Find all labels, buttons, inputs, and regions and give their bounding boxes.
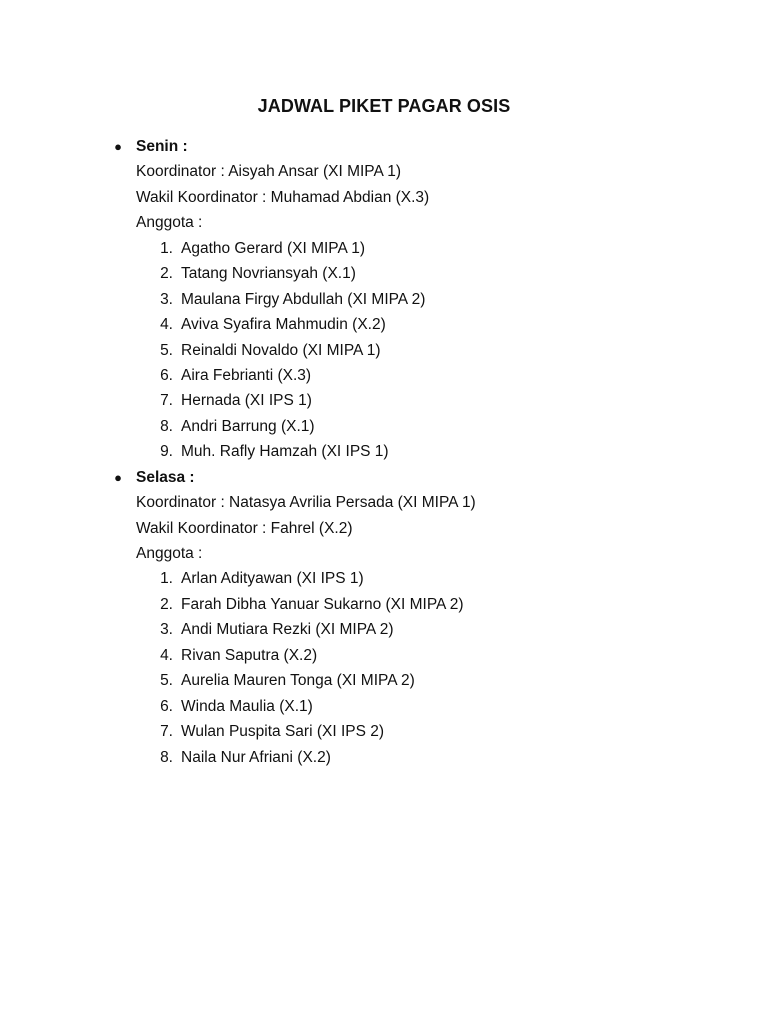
member-name: Andri Barrung (X.1) [181,417,315,435]
member-number: 4. [160,646,173,664]
day-label: Senin : [136,138,188,155]
member-list-item [0,312,768,337]
member-name: Agatho Gerard (XI MIPA 1) [181,239,366,257]
member-list-item [0,261,768,286]
member-number: 8. [160,748,173,766]
day-label: Selasa : [136,468,195,486]
member-name: Farah Dibha Yanuar Sukarno (XI MIPA 2) [181,595,464,613]
anggota-label: Anggota : [136,214,203,232]
member-name: Arlan Adityawan (XI IPS 1) [181,570,364,588]
wakil-koordinator-line: Wakil Koordinator : Fahrel (X.2) [136,519,353,537]
anggota-label-row [0,210,768,235]
member-name: Hernada (XI IPS 1) [181,392,312,410]
member-number: 7. [160,392,173,410]
day-section [0,134,768,465]
member-list-item [0,566,768,591]
member-number: 4. [160,316,173,334]
day-heading [0,465,768,490]
member-number: 7. [160,723,173,741]
member-number: 2. [160,265,173,283]
koordinator-line: Koordinator : Natasya Avrilia Persada (XI MIPA 1) [136,494,476,512]
member-number: 3. [160,621,173,639]
document-title: JADWAL PIKET PAGAR OSIS [257,96,511,116]
koordinator-line-row [0,490,768,515]
member-list-item [0,643,768,668]
member-list-item [0,287,768,312]
member-list-item [0,338,768,363]
member-list-item [0,719,768,744]
member-list-item [0,414,768,439]
member-name: Winda Maulia (X.1) [181,697,313,715]
anggota-label: Anggota : [136,545,203,562]
member-list-item [0,745,768,770]
bullet-icon: ● [114,139,122,154]
member-name: Aurelia Mauren Tonga (XI MIPA 2) [181,672,415,690]
member-name: Rivan Saputra (X.2) [181,646,318,664]
member-name: Naila Nur Afriani (X.2) [181,748,331,766]
member-name: Aira Febrianti (X.3) [181,366,312,384]
member-list-item [0,668,768,693]
member-number: 2. [160,595,173,613]
wakil-koordinator-line-row [0,516,768,541]
member-number: 5. [160,341,173,359]
day-heading [0,134,768,159]
member-number: 8. [160,417,173,435]
day-section [0,465,768,770]
member-list-item [0,363,768,388]
wakil-koordinator-line-row [0,185,768,210]
member-number: 6. [160,697,173,715]
member-number: 6. [160,366,173,384]
schedule-list [0,134,768,770]
member-name: Reinaldi Novaldo (XI MIPA 1) [181,341,381,359]
member-name: Andi Mutiara Rezki (XI MIPA 2) [181,621,394,639]
member-name: Muh. Rafly Hamzah (XI IPS 1) [181,443,389,461]
member-number: 5. [160,672,173,690]
member-number: 1. [160,239,173,257]
member-list-item [0,592,768,617]
member-list-item [0,388,768,413]
wakil-koordinator-line: Wakil Koordinator : Muhamad Abdian (X.3) [136,188,430,206]
member-list-item [0,617,768,642]
member-number: 9. [160,443,173,461]
member-number: 1. [160,570,173,588]
member-list-item [0,694,768,719]
member-number: 3. [160,290,173,308]
member-name: Aviva Syafira Mahmudin (X.2) [181,316,386,334]
member-name: Tatang Novriansyah (X.1) [181,265,356,283]
member-name: Maulana Firgy Abdullah (XI MIPA 2) [181,290,426,308]
member-list-item [0,236,768,261]
koordinator-line: Koordinator : Aisyah Ansar (XI MIPA 1) [136,163,402,181]
anggota-label-row [0,541,768,566]
member-list-item [0,439,768,464]
member-name: Wulan Puspita Sari (XI IPS 2) [181,723,385,741]
koordinator-line-row [0,159,768,184]
bullet-icon: ● [114,469,122,485]
